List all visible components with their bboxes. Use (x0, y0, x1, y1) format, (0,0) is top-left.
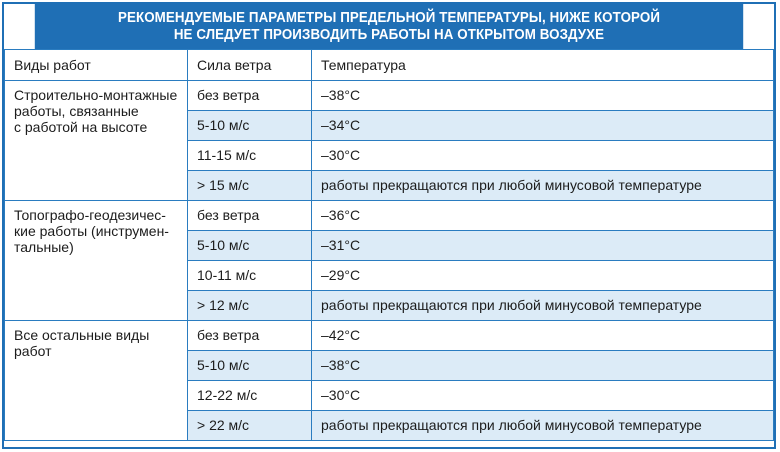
table-row (5, 201, 774, 231)
wind-cell: > 22 м/с (188, 411, 312, 441)
work-type-line: с работой на высоте (14, 119, 148, 135)
work-type-line: Строительно-монтажные (14, 87, 178, 103)
table-title-line-1: РЕКОМЕНДУЕМЫЕ ПАРАМЕТРЫ ПРЕДЕЛЬНОЙ ТЕМПЕРАТУРЫ, НИЖЕ КОТОРОЙ (118, 9, 660, 26)
temperature-cell: работы прекращаются при любой минусовой температуре (312, 171, 774, 201)
work-type-line: работы, связанные (14, 103, 139, 119)
wind-cell: > 12 м/с (188, 291, 312, 321)
column-header-work-type: Виды работ (5, 50, 188, 81)
wind-cell: без ветра (188, 321, 312, 351)
temperature-cell: –34°С (312, 111, 774, 141)
table-title (35, 4, 743, 49)
temperature-table-card (2, 2, 776, 449)
temperature-cell: –42°С (312, 321, 774, 351)
wind-cell: 11-15 м/с (188, 141, 312, 171)
column-header-temperature: Температура (312, 50, 774, 81)
wind-cell: без ветра (188, 81, 312, 111)
work-type-line: тальные) (14, 239, 74, 255)
wind-cell: 5-10 м/с (188, 351, 312, 381)
work-type-cell (5, 321, 188, 441)
wind-cell: 5-10 м/с (188, 111, 312, 141)
wind-cell: без ветра (188, 201, 312, 231)
work-type-line: Все остальные виды (14, 327, 150, 343)
temperature-cell: –36°С (312, 201, 774, 231)
work-type-line: Топографо-геодезичес- (14, 207, 166, 223)
table-row (5, 81, 774, 111)
wind-cell: 12-22 м/с (188, 381, 312, 411)
work-type-cell (5, 201, 188, 321)
column-header-wind: Сила ветра (188, 50, 312, 81)
work-type-cell (5, 81, 188, 201)
work-type-line: кие работы (инструмен- (14, 223, 169, 239)
temperature-cell: –30°С (312, 141, 774, 171)
wind-cell: 10-11 м/с (188, 261, 312, 291)
wind-cell: 5-10 м/с (188, 231, 312, 261)
temperature-cell: –31°С (312, 231, 774, 261)
wind-cell: > 15 м/с (188, 171, 312, 201)
temperature-cell: –29°С (312, 261, 774, 291)
temperature-cell: работы прекращаются при любой минусовой температуре (312, 291, 774, 321)
work-type-line: работ (14, 343, 52, 359)
temperature-cell: –38°С (312, 81, 774, 111)
table-row (5, 321, 774, 351)
temperature-cell: –30°С (312, 381, 774, 411)
temperature-cell: работы прекращаются при любой минусовой температуре (312, 411, 774, 441)
temperature-table (4, 49, 774, 441)
table-title-line-2: НЕ СЛЕДУЕТ ПРОИЗВОДИТЬ РАБОТЫ НА ОТКРЫТОМ ВОЗДУХЕ (173, 26, 605, 43)
header-row (5, 50, 774, 81)
temperature-cell: –38°С (312, 351, 774, 381)
